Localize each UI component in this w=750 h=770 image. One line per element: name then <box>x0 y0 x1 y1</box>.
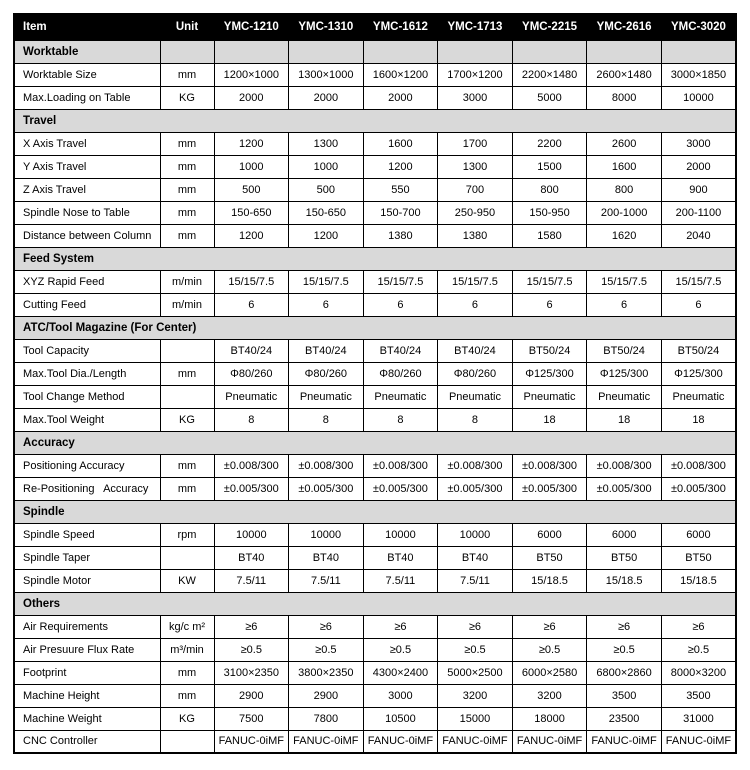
unit-cell: mm <box>160 178 214 201</box>
value-cell: 500 <box>289 178 364 201</box>
value-cell: BT40 <box>438 546 513 569</box>
value-cell: ±0.005/300 <box>363 477 438 500</box>
value-cell: 3800×2350 <box>289 661 364 684</box>
value-cell: Pneumatic <box>512 385 587 408</box>
item-cell: Positioning Accuracy <box>14 454 160 477</box>
value-cell: 1700 <box>438 132 513 155</box>
value-cell: 4300×2400 <box>363 661 438 684</box>
value-cell: BT50 <box>661 546 736 569</box>
value-cell: 15/18.5 <box>587 569 662 592</box>
value-cell: BT50 <box>512 546 587 569</box>
value-cell: BT50/24 <box>661 339 736 362</box>
value-cell: 550 <box>363 178 438 201</box>
value-cell: BT40 <box>289 546 364 569</box>
unit-cell: m/min <box>160 270 214 293</box>
value-cell: BT50/24 <box>587 339 662 362</box>
section-empty-cell <box>438 40 513 63</box>
value-cell: 15/15/7.5 <box>661 270 736 293</box>
section-row <box>14 431 736 454</box>
value-cell: 1600×1200 <box>363 63 438 86</box>
section-empty-cell <box>363 40 438 63</box>
value-cell: 1200 <box>214 224 289 247</box>
value-cell: BT40/24 <box>363 339 438 362</box>
item-cell: Spindle Speed <box>14 523 160 546</box>
value-cell: ≥0.5 <box>512 638 587 661</box>
value-cell: 1000 <box>289 155 364 178</box>
unit-cell: mm <box>160 454 214 477</box>
spec-row <box>14 339 736 362</box>
value-cell: ±0.005/300 <box>438 477 513 500</box>
value-cell: Pneumatic <box>587 385 662 408</box>
value-cell: BT50/24 <box>512 339 587 362</box>
section-row <box>14 500 736 523</box>
value-cell: ≥6 <box>289 615 364 638</box>
value-cell: 15/18.5 <box>661 569 736 592</box>
value-cell: ±0.005/300 <box>214 477 289 500</box>
value-cell: Φ125/300 <box>587 362 662 385</box>
value-cell: Φ80/260 <box>438 362 513 385</box>
value-cell: 18000 <box>512 707 587 730</box>
item-cell: Machine Weight <box>14 707 160 730</box>
item-cell: Tool Change Method <box>14 385 160 408</box>
value-cell: Pneumatic <box>438 385 513 408</box>
spec-row <box>14 362 736 385</box>
value-cell: 1600 <box>587 155 662 178</box>
value-cell: BT40/24 <box>214 339 289 362</box>
value-cell: 15/15/7.5 <box>587 270 662 293</box>
section-row <box>14 247 736 270</box>
col-header-model-7: YMC-3020 <box>661 14 736 40</box>
value-cell: Pneumatic <box>214 385 289 408</box>
value-cell: 7.5/11 <box>438 569 513 592</box>
value-cell: 2600 <box>587 132 662 155</box>
value-cell: 2200×1480 <box>512 63 587 86</box>
spec-table-body <box>14 40 736 753</box>
spec-row <box>14 224 736 247</box>
col-header-item: Item <box>14 14 160 40</box>
value-cell: 2000 <box>214 86 289 109</box>
unit-cell: mm <box>160 477 214 500</box>
unit-cell: m³/min <box>160 638 214 661</box>
value-cell: 15/15/7.5 <box>363 270 438 293</box>
unit-cell: mm <box>160 362 214 385</box>
section-title: Spindle <box>14 500 736 523</box>
value-cell: ±0.008/300 <box>587 454 662 477</box>
value-cell: FANUC-0iMF <box>363 730 438 753</box>
value-cell: 1300 <box>289 132 364 155</box>
value-cell: 6000×2580 <box>512 661 587 684</box>
value-cell: 18 <box>661 408 736 431</box>
value-cell: ±0.008/300 <box>289 454 364 477</box>
value-cell: 1500 <box>512 155 587 178</box>
value-cell: 500 <box>214 178 289 201</box>
value-cell: Φ80/260 <box>214 362 289 385</box>
value-cell: 8 <box>438 408 513 431</box>
item-cell: X Axis Travel <box>14 132 160 155</box>
item-cell: Tool Capacity <box>14 339 160 362</box>
section-title: Travel <box>14 109 736 132</box>
col-header-model-4: YMC-1713 <box>438 14 513 40</box>
value-cell: 800 <box>512 178 587 201</box>
value-cell: ≥0.5 <box>363 638 438 661</box>
value-cell: 2040 <box>661 224 736 247</box>
value-cell: 150-650 <box>289 201 364 224</box>
value-cell: 150-650 <box>214 201 289 224</box>
value-cell: ≥0.5 <box>438 638 513 661</box>
col-header-model-3: YMC-1612 <box>363 14 438 40</box>
value-cell: 6 <box>214 293 289 316</box>
value-cell: 15/15/7.5 <box>512 270 587 293</box>
value-cell: Φ125/300 <box>512 362 587 385</box>
value-cell: 6 <box>661 293 736 316</box>
unit-cell <box>160 385 214 408</box>
item-cell: Footprint <box>14 661 160 684</box>
value-cell: ≥6 <box>438 615 513 638</box>
value-cell: 3500 <box>661 684 736 707</box>
value-cell: 10000 <box>661 86 736 109</box>
value-cell: 10000 <box>289 523 364 546</box>
value-cell: 1200×1000 <box>214 63 289 86</box>
value-cell: 8 <box>363 408 438 431</box>
value-cell: 1380 <box>438 224 513 247</box>
value-cell: 15/15/7.5 <box>214 270 289 293</box>
section-title: Worktable <box>14 40 160 63</box>
value-cell: 150-700 <box>363 201 438 224</box>
section-row <box>14 592 736 615</box>
value-cell: 8 <box>289 408 364 431</box>
unit-cell: mm <box>160 201 214 224</box>
spec-row <box>14 86 736 109</box>
spec-row <box>14 477 736 500</box>
value-cell: 1200 <box>363 155 438 178</box>
value-cell: ±0.008/300 <box>512 454 587 477</box>
value-cell: 6000 <box>512 523 587 546</box>
unit-cell <box>160 546 214 569</box>
col-header-model-2: YMC-1310 <box>289 14 364 40</box>
section-empty-cell <box>160 40 214 63</box>
value-cell: BT40 <box>363 546 438 569</box>
value-cell: ±0.005/300 <box>587 477 662 500</box>
item-cell: Re-Positioning Accuracy <box>14 477 160 500</box>
value-cell: ±0.005/300 <box>289 477 364 500</box>
value-cell: 2200 <box>512 132 587 155</box>
spec-row <box>14 546 736 569</box>
value-cell: 10500 <box>363 707 438 730</box>
spec-row <box>14 408 736 431</box>
item-cell: Spindle Nose to Table <box>14 201 160 224</box>
spec-row <box>14 155 736 178</box>
unit-cell <box>160 339 214 362</box>
col-header-model-5: YMC-2215 <box>512 14 587 40</box>
value-cell: ≥6 <box>512 615 587 638</box>
value-cell: 6 <box>587 293 662 316</box>
value-cell: 5000×2500 <box>438 661 513 684</box>
value-cell: 150-950 <box>512 201 587 224</box>
unit-cell: m/min <box>160 293 214 316</box>
item-cell: CNC Controller <box>14 730 160 753</box>
value-cell: ±0.008/300 <box>661 454 736 477</box>
unit-cell: KG <box>160 408 214 431</box>
value-cell: ≥6 <box>363 615 438 638</box>
value-cell: ±0.005/300 <box>661 477 736 500</box>
value-cell: 1000 <box>214 155 289 178</box>
item-cell: Z Axis Travel <box>14 178 160 201</box>
section-row <box>14 316 736 339</box>
value-cell: 1200 <box>214 132 289 155</box>
value-cell: FANUC-0iMF <box>512 730 587 753</box>
value-cell: 6 <box>289 293 364 316</box>
value-cell: ±0.008/300 <box>363 454 438 477</box>
item-cell: Machine Height <box>14 684 160 707</box>
value-cell: 6 <box>363 293 438 316</box>
spec-row <box>14 201 736 224</box>
unit-cell: kg/c m² <box>160 615 214 638</box>
col-header-model-6: YMC-2616 <box>587 14 662 40</box>
value-cell: 7500 <box>214 707 289 730</box>
spec-table <box>13 13 737 754</box>
unit-cell: mm <box>160 132 214 155</box>
unit-cell: mm <box>160 684 214 707</box>
spec-row <box>14 63 736 86</box>
value-cell: 10000 <box>363 523 438 546</box>
section-empty-cell <box>587 40 662 63</box>
spec-row <box>14 730 736 753</box>
value-cell: 250-950 <box>438 201 513 224</box>
unit-cell: mm <box>160 63 214 86</box>
value-cell: 1580 <box>512 224 587 247</box>
item-cell: XYZ Rapid Feed <box>14 270 160 293</box>
spec-row <box>14 178 736 201</box>
value-cell: 200-1000 <box>587 201 662 224</box>
value-cell: FANUC-0iMF <box>438 730 513 753</box>
value-cell: 7.5/11 <box>214 569 289 592</box>
value-cell: Φ80/260 <box>363 362 438 385</box>
spec-row <box>14 638 736 661</box>
item-cell: Distance between Column <box>14 224 160 247</box>
section-empty-cell <box>214 40 289 63</box>
item-cell: Air Presuure Flux Rate <box>14 638 160 661</box>
value-cell: Pneumatic <box>661 385 736 408</box>
item-cell: Max.Loading on Table <box>14 86 160 109</box>
value-cell: ≥0.5 <box>289 638 364 661</box>
section-empty-cell <box>661 40 736 63</box>
value-cell: 15000 <box>438 707 513 730</box>
item-cell: Y Axis Travel <box>14 155 160 178</box>
section-row <box>14 109 736 132</box>
value-cell: 18 <box>587 408 662 431</box>
unit-cell: mm <box>160 155 214 178</box>
section-empty-cell <box>512 40 587 63</box>
value-cell: 6000 <box>661 523 736 546</box>
value-cell: 3500 <box>587 684 662 707</box>
value-cell: ≥0.5 <box>587 638 662 661</box>
value-cell: 1200 <box>289 224 364 247</box>
value-cell: 10000 <box>214 523 289 546</box>
spec-row <box>14 293 736 316</box>
unit-cell: KG <box>160 707 214 730</box>
value-cell: ≥0.5 <box>214 638 289 661</box>
value-cell: Φ80/260 <box>289 362 364 385</box>
value-cell: ≥0.5 <box>661 638 736 661</box>
value-cell: BT40/24 <box>289 339 364 362</box>
item-cell: Max.Tool Weight <box>14 408 160 431</box>
value-cell: 1380 <box>363 224 438 247</box>
unit-cell: KG <box>160 86 214 109</box>
item-cell: Air Requirements <box>14 615 160 638</box>
spec-row <box>14 684 736 707</box>
value-cell: 6000 <box>587 523 662 546</box>
value-cell: Φ125/300 <box>661 362 736 385</box>
value-cell: 8000×3200 <box>661 661 736 684</box>
value-cell: 5000 <box>512 86 587 109</box>
item-cell: Spindle Taper <box>14 546 160 569</box>
spec-row <box>14 615 736 638</box>
spec-row <box>14 454 736 477</box>
value-cell: Pneumatic <box>289 385 364 408</box>
value-cell: ≥6 <box>214 615 289 638</box>
value-cell: 3000 <box>363 684 438 707</box>
value-cell: 800 <box>587 178 662 201</box>
value-cell: 15/15/7.5 <box>438 270 513 293</box>
unit-cell: mm <box>160 661 214 684</box>
unit-cell: KW <box>160 569 214 592</box>
spec-row <box>14 523 736 546</box>
value-cell: 2900 <box>214 684 289 707</box>
value-cell: 10000 <box>438 523 513 546</box>
value-cell: 2000 <box>363 86 438 109</box>
col-header-unit: Unit <box>160 14 214 40</box>
value-cell: 15/15/7.5 <box>289 270 364 293</box>
section-title: ATC/Tool Magazine (For Center) <box>14 316 736 339</box>
value-cell: ±0.008/300 <box>438 454 513 477</box>
value-cell: 18 <box>512 408 587 431</box>
value-cell: 2900 <box>289 684 364 707</box>
value-cell: 700 <box>438 178 513 201</box>
value-cell: FANUC-0iMF <box>214 730 289 753</box>
spec-row <box>14 707 736 730</box>
section-empty-cell <box>289 40 364 63</box>
value-cell: 31000 <box>661 707 736 730</box>
spec-row <box>14 385 736 408</box>
value-cell: 23500 <box>587 707 662 730</box>
value-cell: 3200 <box>438 684 513 707</box>
section-title: Others <box>14 592 736 615</box>
spec-row <box>14 132 736 155</box>
value-cell: 1700×1200 <box>438 63 513 86</box>
value-cell: Pneumatic <box>363 385 438 408</box>
value-cell: 3100×2350 <box>214 661 289 684</box>
value-cell: 1620 <box>587 224 662 247</box>
value-cell: 7800 <box>289 707 364 730</box>
col-header-model-1: YMC-1210 <box>214 14 289 40</box>
value-cell: 3000 <box>438 86 513 109</box>
section-row <box>14 40 736 63</box>
value-cell: 1300 <box>438 155 513 178</box>
value-cell: BT50 <box>587 546 662 569</box>
item-cell: Cutting Feed <box>14 293 160 316</box>
value-cell: 6 <box>438 293 513 316</box>
value-cell: BT40/24 <box>438 339 513 362</box>
unit-cell: rpm <box>160 523 214 546</box>
value-cell: 3200 <box>512 684 587 707</box>
value-cell: 6800×2860 <box>587 661 662 684</box>
value-cell: 15/18.5 <box>512 569 587 592</box>
value-cell: 2600×1480 <box>587 63 662 86</box>
value-cell: 1300×1000 <box>289 63 364 86</box>
value-cell: 1600 <box>363 132 438 155</box>
section-title: Accuracy <box>14 431 736 454</box>
value-cell: FANUC-0iMF <box>587 730 662 753</box>
spec-row <box>14 661 736 684</box>
spec-row <box>14 270 736 293</box>
value-cell: 2000 <box>661 155 736 178</box>
value-cell: BT40 <box>214 546 289 569</box>
value-cell: 900 <box>661 178 736 201</box>
unit-cell <box>160 730 214 753</box>
item-cell: Worktable Size <box>14 63 160 86</box>
value-cell: 7.5/11 <box>363 569 438 592</box>
value-cell: ±0.008/300 <box>214 454 289 477</box>
section-title: Feed System <box>14 247 736 270</box>
item-cell: Spindle Motor <box>14 569 160 592</box>
value-cell: FANUC-0iMF <box>289 730 364 753</box>
value-cell: 2000 <box>289 86 364 109</box>
value-cell: 6 <box>512 293 587 316</box>
value-cell: ±0.005/300 <box>512 477 587 500</box>
value-cell: ≥6 <box>661 615 736 638</box>
value-cell: 200-1100 <box>661 201 736 224</box>
value-cell: 7.5/11 <box>289 569 364 592</box>
spec-row <box>14 569 736 592</box>
value-cell: FANUC-0iMF <box>661 730 736 753</box>
value-cell: ≥6 <box>587 615 662 638</box>
value-cell: 3000 <box>661 132 736 155</box>
value-cell: 3000×1850 <box>661 63 736 86</box>
header-row <box>14 14 736 40</box>
item-cell: Max.Tool Dia./Length <box>14 362 160 385</box>
value-cell: 8 <box>214 408 289 431</box>
value-cell: 8000 <box>587 86 662 109</box>
unit-cell: mm <box>160 224 214 247</box>
